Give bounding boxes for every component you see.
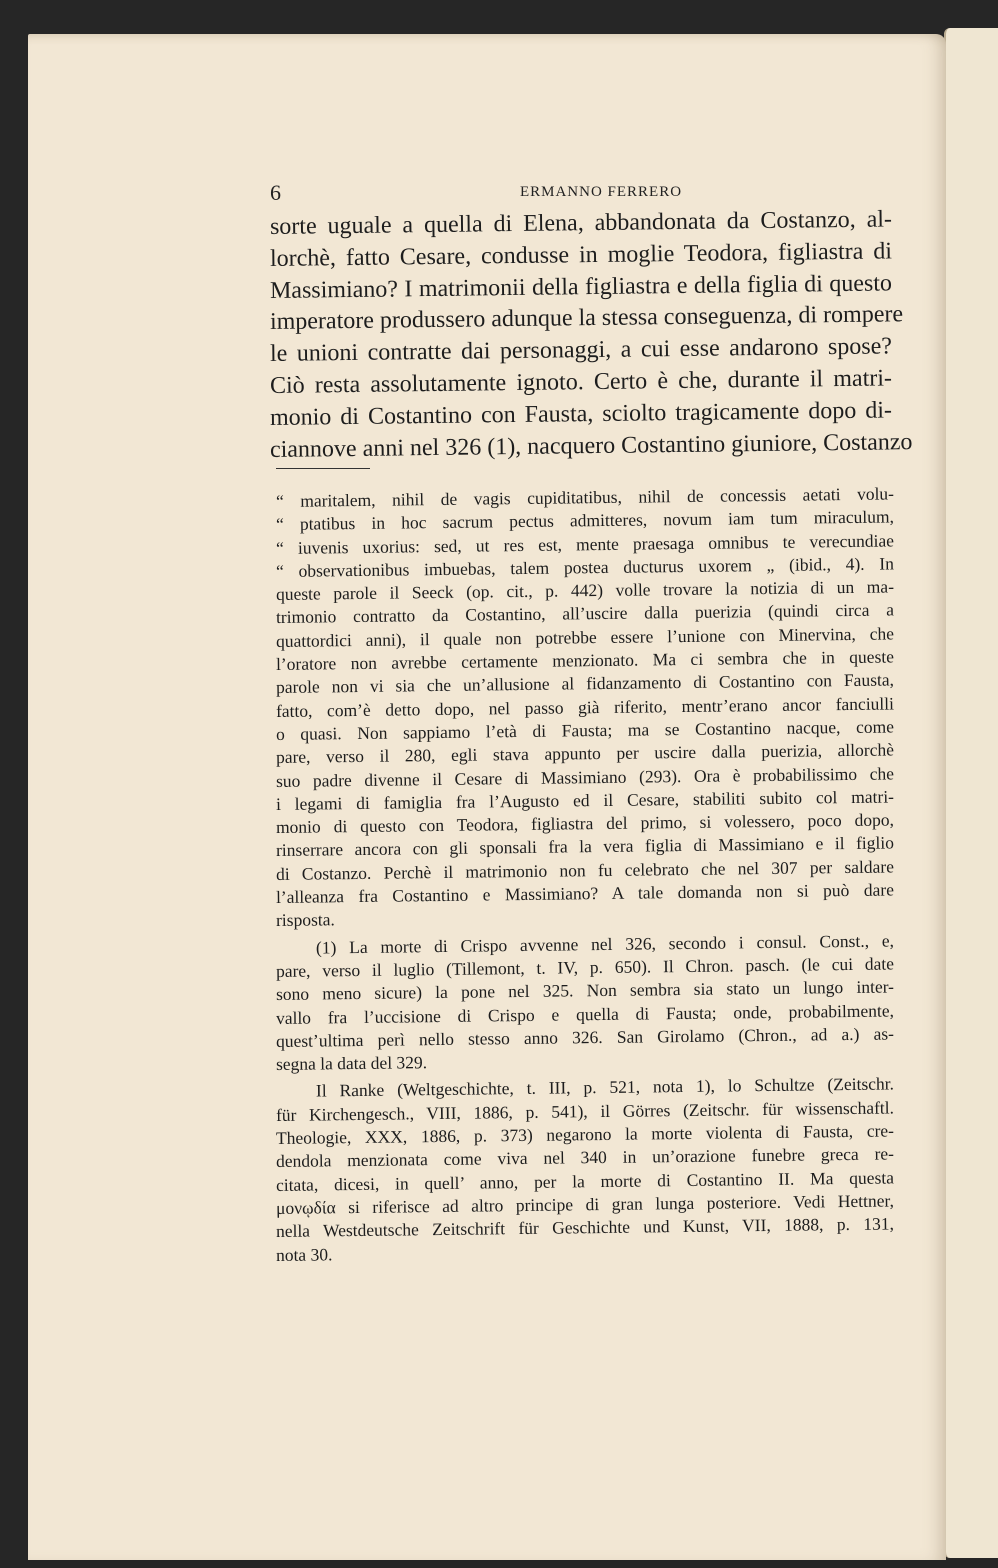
footnote-line: trimonio contratto da Costantino, all’uscire dalla puerizia (quindi circa a [275,599,895,628]
footnote-line: fatto, com’è detto dopo, nel passo già riferito, mentr’erano ancor fanciulli [275,693,895,721]
footnote-quote-line: “ observationibus imbuebas, talem postea ducturus uxorem „ (ibid., 4). In [275,553,895,581]
text-line: le unioni contratte dai personaggi, a cui esse andarono spose? [269,333,893,368]
footnote-line: i legami di famiglia fra l’Augusto ed il Cesare, stabiliti subito col matri- [275,786,895,814]
text-line: ciannove anni nel 326 (1), nacquero Costantino giuniore, Costanzo [269,428,913,463]
text-line: lorchè, fatto Cesare, condusse in moglie Teodora, figliastra di [269,238,893,272]
footnote-2-line: für Kirchengesch., VIII, 1886, p. 541), il Görres (Zeitschr. für wissenschaftl. [275,1097,895,1125]
footnote-1-line: (1) La morte di Crispo avvenne nel 326, secondo i consul. Const., e, [315,930,895,958]
footnote-1-line: vallo fra l’uccisione di Crispo e quella di Fausta; onde, probabilmente, [275,999,895,1028]
footnote-2-line: Theologie, XXX, 1886, p. 373) negarono la morte violenta di Fausta, cre- [275,1120,895,1149]
footnote-line: parole non vi sia che un’allusione al fidanzamento di Costantino con Fausta, [275,669,895,698]
footnote-1-line: pare, verso il luglio (Tillemont, t. IV, p. 650). Il Chron. pasch. (le cui date [275,953,895,981]
footnote-line: rinserrare ancora con gli sponsali fra la vera figlia di Massimiano e il figlio [275,832,895,861]
footnote-rule [276,468,370,469]
footnote-quote-line: “ ptatibus in hoc sacrum pectus admitteres, novum iam tum miraculum, [275,506,895,535]
footnote-line: risposta. [275,909,335,931]
footnote-line: l’oratore non avrebbe certamente menzionato. Ma ci sembra che in queste [275,646,895,675]
footnote-2-line: nella Westdeutsche Zeitschrift für Geschichte und Kunst, VII, 1888, p. 131, [275,1213,895,1242]
text-line: Ciò resta assolutamente ignoto. Certo è che, durante il matri- [269,365,893,399]
footnote-1-line: segna la data del 329. [275,1052,428,1075]
page-number: 6 [270,180,281,205]
footnote-line: queste parole il Seeck (op. cit., p. 442) volle trovare la notizia di un ma- [275,576,895,605]
text-line: Massimiano? I matrimonii della figliastra e della figlia di questo [269,269,893,304]
text-line: sorte uguale a quella di Elena, abbandonata da Costanzo, al- [269,206,893,240]
facing-page-edge [944,28,998,1558]
footnote-1-line: sono meno sicure) la pone nel 325. Non sembra sia stato un lungo inter- [275,976,895,1005]
text-line: monio di Costantino con Fausta, sciolto tragicamente dopo di- [269,397,893,431]
footnote-2-line: nota 30. [275,1243,333,1265]
footnote-2-line: citata, dicesi, in quell’ anno, per la morte di Costantino II. Ma questa [275,1167,895,1195]
footnote-2-line: Il Ranke (Weltgeschichte, t. III, p. 521, nota 1), lo Schultze (Zeitschr. [315,1073,895,1101]
footnote-quote-line: “ maritalem, nihil de vagis cupiditatibus, nihil de concessis aetati volu- [275,483,895,511]
running-head: ERMANNO FERRERO [519,184,683,200]
page-header [270,180,892,208]
footnote-1-line: quest’ultima perì nello stesso anno 326. San Girolamo (Chron., ad a.) as- [275,1023,895,1051]
footnote-2-line: μονῳδία si riferisce ad altro principe di gran lunga posteriore. Vedi Hettner, [275,1190,895,1218]
footnote-line: di Costanzo. Perchè il matrimonio non fu celebrato che nel 307 per saldare [275,856,895,884]
footnote-line: suo padre divenne il Cesare di Massimiano (293). Ora è probabilissimo che [275,763,895,791]
footnote-line: l’alleanza fra Costantino e Massimiano? A tale domanda non si può dare [275,879,895,908]
footnote-line: quattordici anni), il quale non potrebbe essere l’unione con Minervina, che [275,623,895,651]
text-line: imperatore produssero adunque la stessa conseguenza, di rompere [269,301,904,336]
footnote-line: pare, verso il 280, egli stava appunto per uscire dalla puerizia, allorchè [275,739,895,768]
main-text [269,206,913,466]
footnote-line: monio di questo con Teodora, figliastra del primo, si volessero, poco dopo, [275,809,895,838]
footnote-quote-line: “ iuvenis uxorius: sed, ut res est, mente praesaga omnibus te verecundiae [275,530,895,558]
footnotes [275,483,895,1267]
footnote-2-line: dendola menzionata come viva nel 340 in un’orazione funebre greca re- [275,1143,895,1172]
footnote-line: o quasi. Non sappiamo l’età di Fausta; ma se Costantino nacque, come [275,716,895,744]
